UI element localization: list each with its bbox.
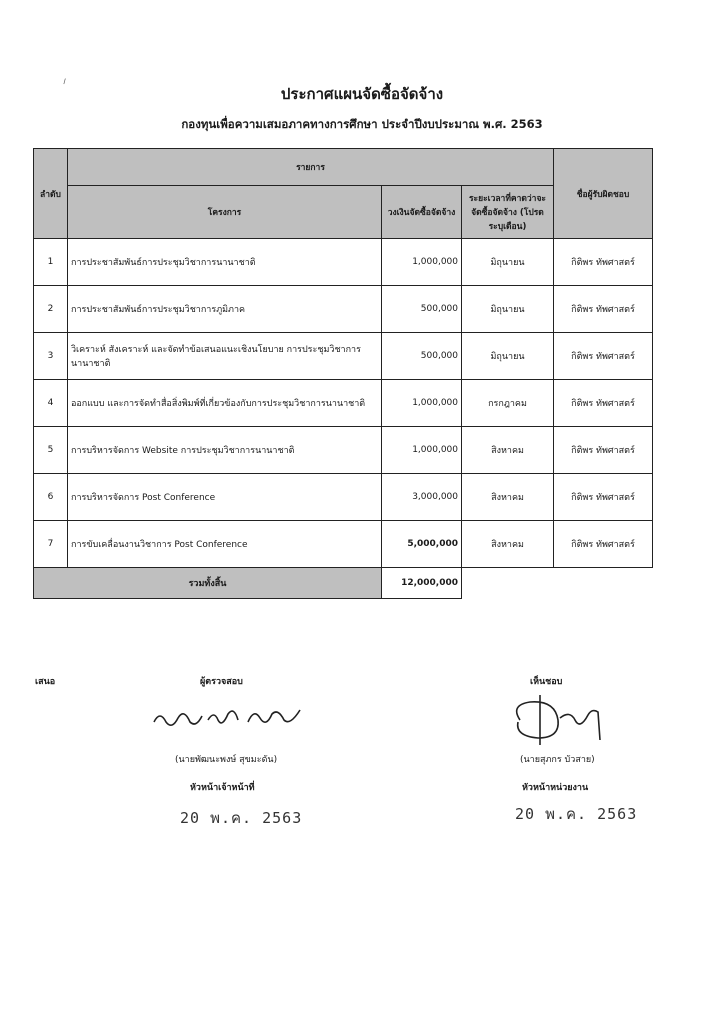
row-responsible: กิติพร ทัพศาสตร์ (554, 427, 653, 474)
row-project: การบริหารจัดการ Post Conference (68, 474, 382, 521)
row-responsible: กิติพร ทัพศาสตร์ (554, 380, 653, 427)
row-budget: 1,000,000 (382, 380, 462, 427)
row-period: สิงหาคม (462, 427, 554, 474)
row-budget: 500,000 (382, 286, 462, 333)
procurement-plan-table (33, 148, 653, 599)
reviewer-signature (150, 700, 310, 740)
table-row (34, 427, 653, 474)
table-row (34, 333, 653, 380)
row-no: 5 (34, 427, 68, 474)
row-period: มิถุนายน (462, 333, 554, 380)
propose-label: เสนอ (35, 677, 56, 687)
reviewer-date-stamp: 20 พ.ค. 2563 (180, 809, 303, 827)
row-responsible: กิติพร ทัพศาสตร์ (554, 239, 653, 286)
row-budget: 1,000,000 (382, 427, 462, 474)
row-no: 2 (34, 286, 68, 333)
row-no: 4 (34, 380, 68, 427)
document-subtitle: กองทุนเพื่อความเสมอภาคทางการศึกษา ประจำปีงบประมาณ พ.ศ. 2563 (181, 117, 543, 131)
total-row (34, 568, 653, 599)
header-period: ระยะเวลาที่คาดว่าจะจัดซื้อจัดจ้าง (โปรดระบุเดือน) (462, 186, 554, 239)
reviewer-name: (นายพัฒนะพงษ์ สุขมะดัน) (175, 755, 278, 765)
approver-name: (นายสุภกร บัวสาย) (520, 755, 595, 765)
row-budget: 500,000 (382, 333, 462, 380)
row-project: การขับเคลื่อนงานวิชาการ Post Conference (68, 521, 382, 568)
row-period: มิถุนายน (462, 239, 554, 286)
empty-cell (462, 568, 554, 599)
row-period: สิงหาคม (462, 474, 554, 521)
row-responsible: กิติพร ทัพศาสตร์ (554, 333, 653, 380)
row-period: สิงหาคม (462, 521, 554, 568)
row-budget: 1,000,000 (382, 239, 462, 286)
row-project: การประชาสัมพันธ์การประชุมวิชาการภูมิภาค (68, 286, 382, 333)
approver-date-stamp: 20 พ.ค. 2563 (515, 805, 638, 823)
approver-label: เห็นชอบ (530, 677, 563, 687)
header-project: โครงการ (68, 186, 382, 239)
row-project: การประชาสัมพันธ์การประชุมวิชาการนานาชาติ (68, 239, 382, 286)
header-no: ลำดับ (34, 149, 68, 239)
row-responsible: กิติพร ทัพศาสตร์ (554, 521, 653, 568)
empty-cell (554, 568, 653, 599)
row-budget: 5,000,000 (382, 521, 462, 568)
reviewer-label: ผู้ตรวจสอบ (200, 677, 243, 687)
row-no: 7 (34, 521, 68, 568)
row-period: กรกฎาคม (462, 380, 554, 427)
row-project: การบริหารจัดการ Website การประชุมวิชาการนานาชาติ (68, 427, 382, 474)
header-responsible: ชื่อผู้รับผิดชอบ (554, 149, 653, 239)
total-amount: 12,000,000 (382, 568, 462, 599)
row-project: ออกแบบ และการจัดทำสื่อสิ่งพิมพ์ที่เกี่ยวข้องกับการประชุมวิชาการนานาชาติ (68, 380, 382, 427)
row-responsible: กิติพร ทัพศาสตร์ (554, 474, 653, 521)
reviewer-position: หัวหน้าเจ้าหน้าที่ (190, 783, 255, 793)
row-responsible: กิติพร ทัพศาสตร์ (554, 286, 653, 333)
approver-signature (500, 690, 610, 750)
approver-position: หัวหน้าหน่วยงาน (522, 783, 589, 793)
row-budget: 3,000,000 (382, 474, 462, 521)
row-period: มิถุนายน (462, 286, 554, 333)
table-row (34, 521, 653, 568)
header-budget: วงเงินจัดซื้อจัดจ้าง (382, 186, 462, 239)
table-row (34, 474, 653, 521)
header-items: รายการ (68, 149, 554, 186)
table-row (34, 239, 653, 286)
scan-mark: ⸝ (57, 71, 70, 87)
row-project: วิเคราะห์ สังเคราะห์ และจัดทำข้อเสนอแนะเชิงนโยบาย การประชุมวิชาการนานาชาติ (68, 333, 382, 380)
total-label: รวมทั้งสิ้น (34, 568, 382, 599)
row-no: 6 (34, 474, 68, 521)
row-no: 1 (34, 239, 68, 286)
document-title: ประกาศแผนจัดซื้อจัดจ้าง (280, 85, 444, 103)
table-row (34, 380, 653, 427)
table-row (34, 286, 653, 333)
row-no: 3 (34, 333, 68, 380)
